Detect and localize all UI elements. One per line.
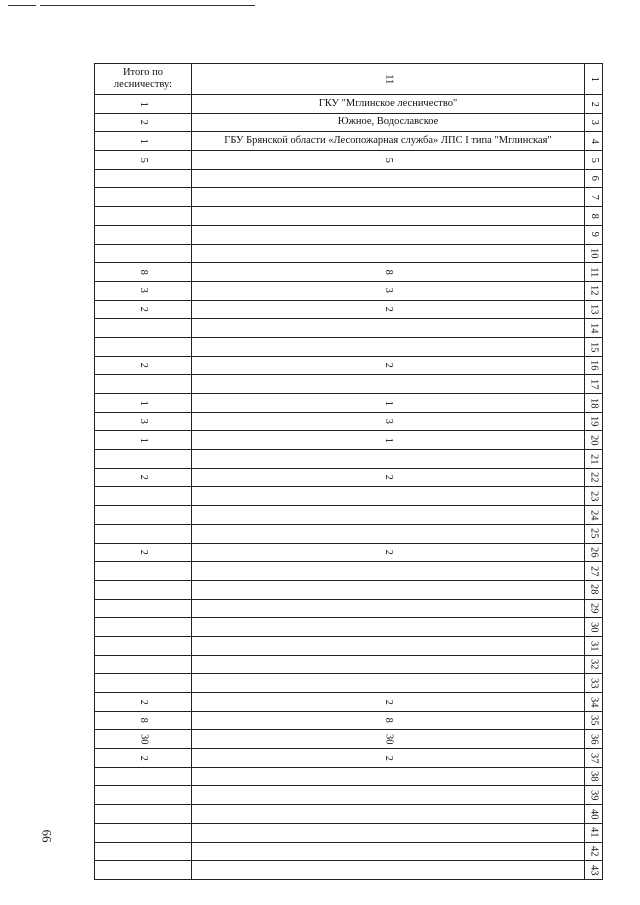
total-cell [95,693,192,712]
row-number-cell [585,730,603,749]
table-row [95,823,603,842]
table-row [95,337,603,356]
value-cell [192,337,585,356]
table-row [95,394,603,413]
column-11-value: 2 [383,362,395,369]
column-11-value: 5 [383,157,395,163]
row-number: 25 [588,528,600,539]
table-row [95,487,603,506]
row-number-cell [585,468,603,487]
value-cell [192,207,585,226]
page-number: 66 [39,829,55,843]
value-cell [192,412,585,431]
row-number-cell [585,767,603,786]
table-row [95,207,603,226]
table-row [95,319,603,338]
row-number-cell [585,151,603,170]
column-11-value: 2 [383,306,395,313]
total-value: 2 [138,306,150,313]
total-cell [95,188,192,207]
row-number-cell [585,300,603,319]
value-cell [192,431,585,450]
row-number: 30 [588,621,600,633]
row-number-cell [585,225,603,244]
row-number-cell [585,113,603,132]
row-number: 34 [588,696,600,708]
value-cell [192,786,585,805]
value-cell [192,356,585,375]
row-number: 7 [588,194,600,200]
total-cell [95,95,192,114]
row-number-cell [585,356,603,375]
column-11-value: 2 [383,699,395,705]
value-cell [192,767,585,786]
column-11-value: 2 [383,474,395,481]
row-number: 41 [588,827,600,838]
total-value: 1 [138,101,150,107]
table-row [95,767,603,786]
row-number-cell [585,319,603,338]
total-cell [95,674,192,693]
row-number: 38 [588,771,600,782]
total-cell [95,132,192,151]
table-row [95,655,603,674]
table-row [95,805,603,824]
row-number-cell [585,543,603,562]
table-row [95,244,603,263]
total-cell [95,319,192,338]
row-number-cell [585,207,603,226]
value-cell [192,113,585,132]
table-row [95,113,603,132]
total-cell [95,300,192,319]
table-row [95,188,603,207]
total-cell [95,337,192,356]
row-number-cell [585,375,603,394]
value-cell [192,169,585,188]
value-cell [192,506,585,525]
total-cell [95,636,192,655]
total-value: 1 [138,400,150,406]
data-table [94,63,603,880]
total-cell [95,599,192,618]
table-row [95,300,603,319]
total-value: 5 [138,157,150,163]
row-number: 23 [588,491,600,502]
table-row [95,281,603,300]
row-number-cell [585,823,603,842]
header-label-total: Итого по лесничеству: [113,67,173,90]
row-number: 11 [588,266,600,278]
column-11-value: 8 [383,269,395,275]
row-number: 42 [588,846,600,857]
row-number-cell [585,749,603,768]
total-cell [95,487,192,506]
table-row [95,151,603,170]
value-cell [192,151,585,170]
row-number: 12 [588,285,600,296]
total-cell [95,842,192,861]
row-number: 37 [588,752,600,764]
table-row [95,132,603,151]
row-number: 10 [588,248,600,259]
total-cell [95,412,192,431]
total-cell [95,767,192,786]
value-cell [192,562,585,581]
row-number: 26 [588,547,600,558]
row-number-cell [585,132,603,151]
row-number: 35 [588,715,600,726]
row-number-cell [585,693,603,712]
row-number-cell [585,562,603,581]
value-cell [192,394,585,413]
value-cell [192,730,585,749]
row-number: 33 [588,677,600,689]
table-row [95,169,603,188]
value-cell [192,375,585,394]
total-cell [95,823,192,842]
row-number-cell [585,580,603,599]
value-cell [192,95,585,114]
total-cell [95,375,192,394]
row-number-cell [585,244,603,263]
value-cell [192,618,585,637]
row-number: 9 [588,232,600,238]
row-number-cell [585,431,603,450]
total-value: 3 [138,418,150,425]
row-number-cell [585,95,603,114]
total-value: 2 [138,474,150,481]
row-number: 24 [588,509,600,521]
total-value: 2 [138,362,150,369]
table-row [95,225,603,244]
value-cell [192,468,585,487]
total-value: 2 [138,549,150,555]
row-label: ГКУ "Мглинское лесничество" [318,97,458,109]
table-row [95,618,603,637]
total-value: 30 [138,733,150,745]
table-row [95,786,603,805]
value-cell [192,263,585,282]
total-value: 1 [138,138,150,144]
row-number: 4 [588,138,600,144]
row-number-cell [585,861,603,880]
value-cell [192,693,585,712]
row-number-cell [585,337,603,356]
total-cell [95,805,192,824]
value-cell [192,842,585,861]
total-cell [95,151,192,170]
value-cell [192,319,585,338]
total-cell [95,861,192,880]
row-number: 16 [588,360,600,371]
row-number: 13 [588,304,600,315]
value-cell [192,674,585,693]
total-cell [95,655,192,674]
header-label-11: 11 [383,73,395,85]
total-value: 8 [138,269,150,275]
table-row [95,599,603,618]
value-cell [192,244,585,263]
row-number: 8 [588,213,600,219]
table-row [95,524,603,543]
row-number-cell [585,599,603,618]
row-number-cell [585,263,603,282]
column-11-value: 1 [383,400,395,406]
row-number: 43 [588,864,600,876]
total-cell [95,786,192,805]
total-cell [95,431,192,450]
header-label-row-number: 1 [588,76,600,82]
row-number-cell [585,524,603,543]
row-number: 22 [588,472,600,483]
row-number: 18 [588,397,600,409]
table-row [95,842,603,861]
row-number: 15 [588,341,600,353]
row-number-cell [585,450,603,469]
row-number-cell [585,674,603,693]
row-number: 19 [588,416,600,427]
top-rule [40,5,255,6]
value-cell [192,487,585,506]
table-row [95,263,603,282]
value-cell [192,599,585,618]
total-cell [95,749,192,768]
row-number: 27 [588,565,600,577]
value-cell [192,225,585,244]
table-row [95,749,603,768]
table-row [95,636,603,655]
table-row [95,375,603,394]
row-number: 36 [588,733,600,745]
table-row [95,412,603,431]
total-value: 3 [138,288,150,294]
row-number: 40 [588,808,600,820]
row-number-cell [585,655,603,674]
total-cell [95,562,192,581]
total-value: 2 [138,699,150,705]
row-number: 29 [588,603,600,614]
table-row [95,356,603,375]
row-label: Южное, Водославское [337,116,439,128]
total-cell [95,356,192,375]
total-cell [95,711,192,730]
table-row [95,431,603,450]
row-number-cell [585,786,603,805]
total-cell [95,618,192,637]
table-row [95,580,603,599]
row-number: 2 [588,101,600,107]
row-number: 3 [588,119,600,126]
table-row [95,711,603,730]
value-cell [192,300,585,319]
total-value: 1 [138,437,150,443]
value-cell [192,450,585,469]
column-11-value: 2 [383,755,395,761]
column-11-value: 2 [383,549,395,555]
row-number: 28 [588,584,600,595]
row-number: 14 [588,322,600,334]
table-row [95,506,603,525]
row-number-cell [585,636,603,655]
row-number-cell [585,412,603,431]
header-cell-row-number [585,64,603,95]
total-cell [95,263,192,282]
column-11-value: 8 [383,717,395,724]
row-number-cell [585,281,603,300]
table-row [95,450,603,469]
total-cell [95,207,192,226]
row-number-cell [585,188,603,207]
value-cell [192,188,585,207]
total-cell [95,580,192,599]
value-cell [192,805,585,824]
column-11-value: 3 [383,418,395,425]
value-cell [192,636,585,655]
table-row [95,562,603,581]
header-cell-total [95,64,192,95]
total-cell [95,543,192,562]
value-cell [192,580,585,599]
value-cell [192,711,585,730]
row-label: ГБУ Брянской области «Лесопожарная служба» ЛПС I типа "Мглинская" [224,134,552,146]
value-cell [192,281,585,300]
total-value: 8 [138,717,150,724]
table-row [95,468,603,487]
value-cell [192,823,585,842]
top-rule [8,5,36,6]
row-number: 32 [588,659,600,670]
total-cell [95,225,192,244]
header-cell-11 [192,64,585,95]
value-cell [192,861,585,880]
row-number: 17 [588,378,600,390]
row-number-cell [585,506,603,525]
total-value: 2 [138,755,150,761]
table-row [95,730,603,749]
total-cell [95,169,192,188]
total-value: 2 [138,119,150,126]
total-cell [95,506,192,525]
row-number-cell [585,169,603,188]
row-number-cell [585,805,603,824]
column-11-value: 1 [383,437,395,443]
row-number: 21 [588,453,600,465]
row-number-cell [585,842,603,861]
value-cell [192,543,585,562]
total-cell [95,281,192,300]
total-cell [95,450,192,469]
table-row [95,861,603,880]
row-number-cell [585,394,603,413]
column-11-value: 3 [383,288,395,294]
total-cell [95,113,192,132]
table-row [95,95,603,114]
value-cell [192,749,585,768]
row-number: 5 [588,157,600,163]
total-cell [95,394,192,413]
row-number: 39 [588,790,600,801]
row-number: 20 [588,434,600,446]
row-number-cell [585,618,603,637]
total-cell [95,730,192,749]
value-cell [192,655,585,674]
table-row [95,543,603,562]
row-number-cell [585,711,603,730]
row-number-cell [585,487,603,506]
total-cell [95,524,192,543]
table-row [95,693,603,712]
table-header-row [95,64,603,95]
table-row [95,674,603,693]
total-cell [95,468,192,487]
row-number: 6 [588,175,600,182]
column-11-value: 30 [383,733,395,745]
total-cell [95,244,192,263]
row-number: 31 [588,640,600,652]
value-cell [192,524,585,543]
value-cell [192,132,585,151]
